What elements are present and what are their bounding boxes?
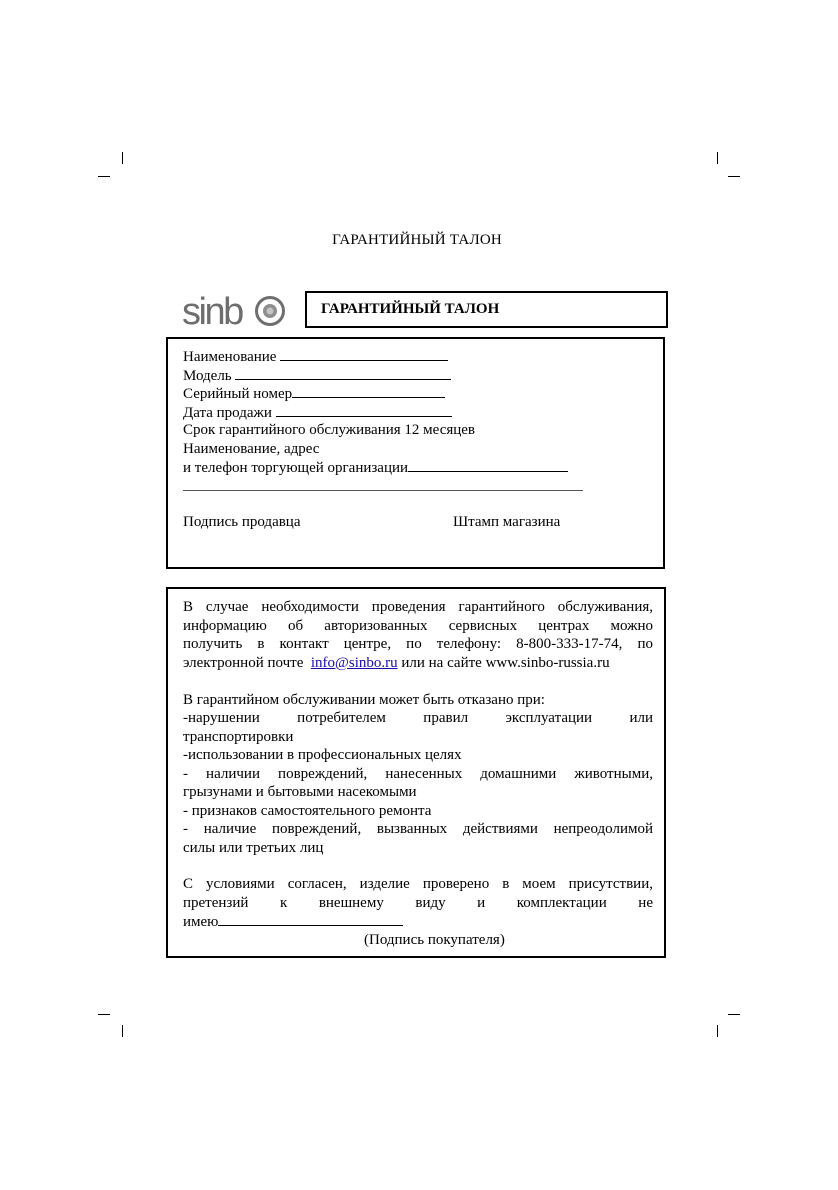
org-label: Наименование, адрес bbox=[183, 441, 320, 457]
org-blank-line bbox=[183, 490, 583, 491]
email-link[interactable]: info@sinbo.ru bbox=[310, 654, 398, 671]
contact-email-prefix: электронной почте bbox=[183, 654, 304, 671]
seller-signature-label: Подпись продавца bbox=[183, 514, 301, 530]
crop-mark bbox=[122, 1025, 123, 1037]
warranty-period: Срок гарантийного обслуживания 12 месяцев bbox=[183, 422, 476, 438]
crop-mark bbox=[122, 152, 123, 164]
name-field bbox=[183, 347, 448, 366]
refusal-item: - наличии повреждений, нанесенных домашними животными, bbox=[183, 765, 653, 782]
svg-text:sinb: sinb bbox=[182, 293, 242, 329]
card-title: ГАРАНТИЙНЫЙ ТАЛОН bbox=[321, 301, 500, 317]
org-blank bbox=[408, 458, 568, 472]
crop-mark bbox=[728, 1014, 740, 1015]
contact-line: информацию об авторизованных сервисных центрах можно bbox=[183, 617, 653, 634]
agreement-text: имею bbox=[183, 914, 219, 930]
org-label-2: и телефон торгующей организации bbox=[183, 460, 409, 476]
serial-label: Серийный номер bbox=[183, 386, 293, 402]
serial-field bbox=[183, 384, 445, 403]
sale-date-blank bbox=[276, 403, 452, 417]
refusal-item: транспортировки bbox=[183, 728, 294, 745]
warranty-form bbox=[166, 337, 665, 569]
refusal-item: -использовании в профессиональных целях bbox=[183, 747, 462, 763]
refusal-item: силы или третьих лиц bbox=[183, 839, 324, 856]
shop-stamp-label: Штамп магазина bbox=[453, 514, 561, 530]
buyer-signature-label: (Подпись покупателя) bbox=[364, 931, 505, 948]
contact-line: В случае необходимости проведения гарантийного обслуживания, bbox=[183, 599, 653, 615]
agreement-line: С условиями согласен, изделие проверено в моем присутствии, bbox=[183, 876, 653, 892]
model-blank bbox=[235, 366, 451, 380]
warranty-conditions bbox=[166, 587, 666, 958]
model-field bbox=[183, 366, 451, 385]
org-field bbox=[183, 458, 568, 477]
crop-mark bbox=[717, 152, 718, 164]
contact-line: получить в контакт центре, по телефону: 8-800-333-17-74, по bbox=[183, 636, 653, 652]
refusal-intro: В гарантийном обслуживании может быть отказано при: bbox=[183, 691, 545, 708]
sinbo-logo bbox=[182, 293, 288, 329]
page-title: ГАРАНТИЙНЫЙ ТАЛОН bbox=[332, 232, 502, 248]
crop-mark bbox=[98, 176, 110, 177]
agreement-line bbox=[183, 912, 653, 932]
refusal-item: - наличие повреждений, вызванных действиями непреодолимой bbox=[183, 821, 653, 837]
card-title-box bbox=[305, 291, 668, 328]
contact-line bbox=[183, 654, 653, 673]
name-blank bbox=[280, 347, 448, 361]
crop-mark bbox=[717, 1025, 718, 1037]
contact-website: или на сайте www.sinbo-russia.ru bbox=[401, 654, 610, 671]
model-label: Модель bbox=[183, 368, 232, 384]
crop-mark bbox=[98, 1014, 110, 1015]
sale-date-label: Дата продажи bbox=[183, 405, 272, 421]
agreement-line: претензий к внешнему виду и комплектации не bbox=[183, 894, 653, 911]
buyer-signature-blank bbox=[218, 912, 403, 926]
name-label: Наименование bbox=[183, 349, 277, 365]
refusal-item: - признаков самостоятельного ремонта bbox=[183, 802, 432, 819]
crop-mark bbox=[728, 176, 740, 177]
refusal-item: грызунами и бытовыми насекомыми bbox=[183, 784, 417, 800]
serial-blank bbox=[292, 384, 445, 398]
refusal-item: -нарушении потребителем правил эксплуатации или bbox=[183, 710, 653, 726]
sale-date-field bbox=[183, 403, 452, 422]
